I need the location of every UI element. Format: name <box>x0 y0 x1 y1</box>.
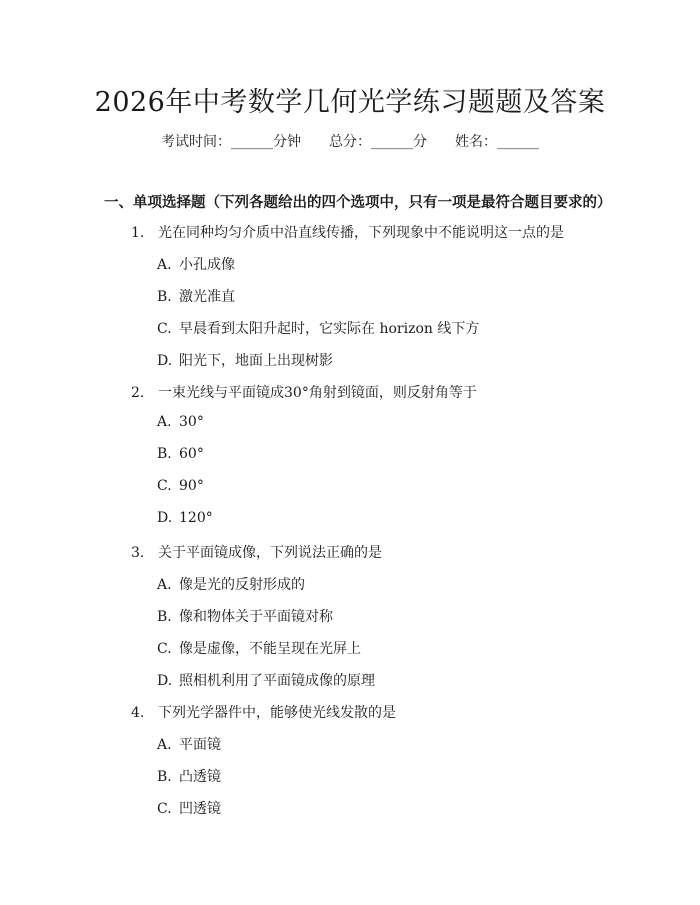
option-3d <box>157 670 375 690</box>
option-letter: A. <box>157 414 172 430</box>
option-1a <box>157 254 235 274</box>
option-text: 凹透镜 <box>179 801 221 817</box>
question-3 <box>131 542 382 562</box>
option-letter: B. <box>157 289 172 305</box>
option-3c <box>157 638 361 658</box>
option-letter: A. <box>157 257 172 273</box>
option-letter: D. <box>157 673 173 689</box>
option-letter: D. <box>157 510 173 526</box>
option-letter: D. <box>157 353 173 369</box>
page-title: 2026年中考数学几何光学练习题题及答案 <box>94 87 606 118</box>
question-2 <box>131 382 477 402</box>
option-text: 小孔成像 <box>179 257 235 273</box>
option-text: 90° <box>179 478 204 494</box>
option-2b <box>157 446 204 462</box>
option-letter: B. <box>157 446 172 462</box>
option-2a <box>157 414 204 430</box>
option-4a <box>157 734 221 754</box>
option-letter: C. <box>157 641 172 657</box>
question-text: 光在同种均匀介质中沿直线传播，下列现象中不能说明这一点的是 <box>158 225 564 241</box>
exam-time-field: 考试时间：______分钟 <box>161 134 301 150</box>
option-4c <box>157 798 221 818</box>
option-text: 照相机利用了平面镜成像的原理 <box>179 673 375 689</box>
option-2c <box>157 478 204 494</box>
exam-meta <box>0 131 700 151</box>
option-text: 早晨看到太阳升起时，它实际在 horizon 线下方 <box>179 321 480 337</box>
student-name-field: 姓名：______ <box>455 134 539 150</box>
option-text: 像和物体关于平面镜对称 <box>179 609 333 625</box>
option-3b <box>157 606 333 626</box>
option-text: 像是光的反射形成的 <box>179 577 305 593</box>
question-number: 1. <box>131 225 145 241</box>
option-letter: B. <box>157 769 172 785</box>
question-text: 关于平面镜成像，下列说法正确的是 <box>158 545 382 561</box>
option-text: 120° <box>179 510 213 526</box>
option-text: 像是虚像，不能呈现在光屏上 <box>179 641 361 657</box>
option-text: 阳光下，地面上出现树影 <box>179 353 333 369</box>
option-2d <box>157 510 213 526</box>
option-letter: C. <box>157 801 172 817</box>
option-letter: A. <box>157 737 172 753</box>
option-text: 30° <box>179 414 204 430</box>
question-4 <box>131 702 396 722</box>
option-1c <box>157 318 479 338</box>
option-text: 60° <box>179 446 204 462</box>
option-letter: C. <box>157 321 172 337</box>
section-heading: 一、单项选择题（下列各题给出的四个选项中，只有一项是最符合题目要求的） <box>104 195 612 211</box>
option-text: 激光准直 <box>179 289 235 305</box>
option-letter: C. <box>157 478 172 494</box>
option-1b <box>157 286 235 306</box>
question-text: 一束光线与平面镜成30°角射到镜面，则反射角等于 <box>158 385 477 401</box>
option-4b <box>157 766 221 786</box>
question-number: 4. <box>131 705 145 721</box>
total-score-field: 总分：______分 <box>329 134 427 150</box>
option-3a <box>157 574 305 594</box>
option-1d <box>157 350 333 370</box>
option-letter: B. <box>157 609 172 625</box>
question-number: 2. <box>131 385 145 401</box>
question-1 <box>131 222 564 242</box>
option-text: 平面镜 <box>179 737 221 753</box>
question-number: 3. <box>131 545 145 561</box>
option-letter: A. <box>157 577 172 593</box>
question-text: 下列光学器件中，能够使光线发散的是 <box>158 705 396 721</box>
option-text: 凸透镜 <box>179 769 221 785</box>
